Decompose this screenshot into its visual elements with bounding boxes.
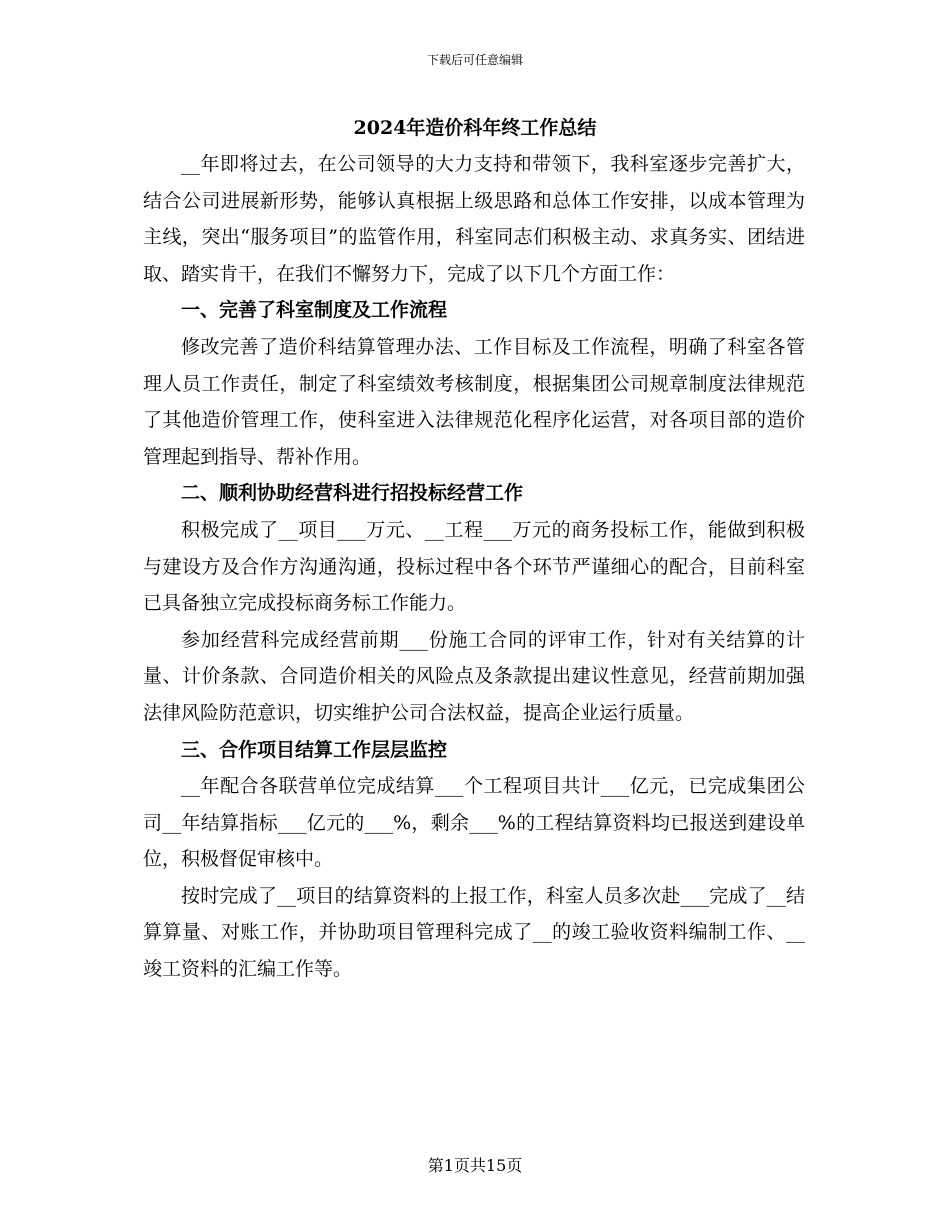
document-body xyxy=(143,146,805,988)
section-3-paragraph-2: 按时完成了__项目的结算资料的上报工作，科室人员多次赴___完成了__结算算量、对账工作，并协助项目管理科完成了__的竣工验收资料编制工作、__竣工资料的汇编工作等。 xyxy=(143,884,805,981)
section-heading-2: 二、顺利协助经营科进行招投标经营工作 xyxy=(181,482,524,505)
section-2-paragraph-1: 积极完成了__项目___万元、__工程___万元的商务投标工作，能做到积极与建设方及合作方沟通沟通，投标过程中各个环节严谨细心的配合，目前科室已具备独立完成投标商务标工作能力。 xyxy=(143,518,805,615)
section-heading-3: 三、合作项目结算工作层层监控 xyxy=(181,738,448,761)
section-1-paragraph: 修改完善了造价科结算管理办法、工作目标及工作流程，明确了科室各管理人员工作责任，制定了科室绩效考核制度，根据集团公司规章制度法律规范了其他造价管理工作，使科室进入法律规范化程序化运营，对各项目部的造价管理起到指导、帮补作用。 xyxy=(143,335,805,468)
section-3-paragraph-1: __年配合各联营单位完成结算___个工程项目共计___亿元，已完成集团公司__年结算指标___亿元的___%，剩余___%的工程结算资料均已报送到建设单位，积极督促审核中。 xyxy=(143,775,805,871)
document-title: 2024年造价科年终工作总结 xyxy=(353,117,597,139)
intro-paragraph: __年即将过去，在公司领导的大力支持和带领下，我科室逐步完善扩大，结合公司进展新形势，能够认真根据上级思路和总体工作安排，以成本管理为主线，突出“服务项目”的监管作用，科室同志们积极主动、求真务实、团结进取、踏实肯干，在我们不懈努力下，完成了以下几个方面工作： xyxy=(143,153,805,285)
section-2-paragraph-2: 参加经营科完成经营前期___份施工合同的评审工作，针对有关结算的计量、计价条款、合同造价相关的风险点及条款提出建议性意见，经营前期加强法律风险防范意识，切实维护公司合法权益，提高企业运行质量。 xyxy=(143,628,805,724)
section-heading-1: 一、完善了科室制度及工作流程 xyxy=(181,299,448,322)
page-header-note: 下载后可任意编辑 xyxy=(426,53,523,67)
page-number-footer: 第1页共15页 xyxy=(427,1156,523,1175)
